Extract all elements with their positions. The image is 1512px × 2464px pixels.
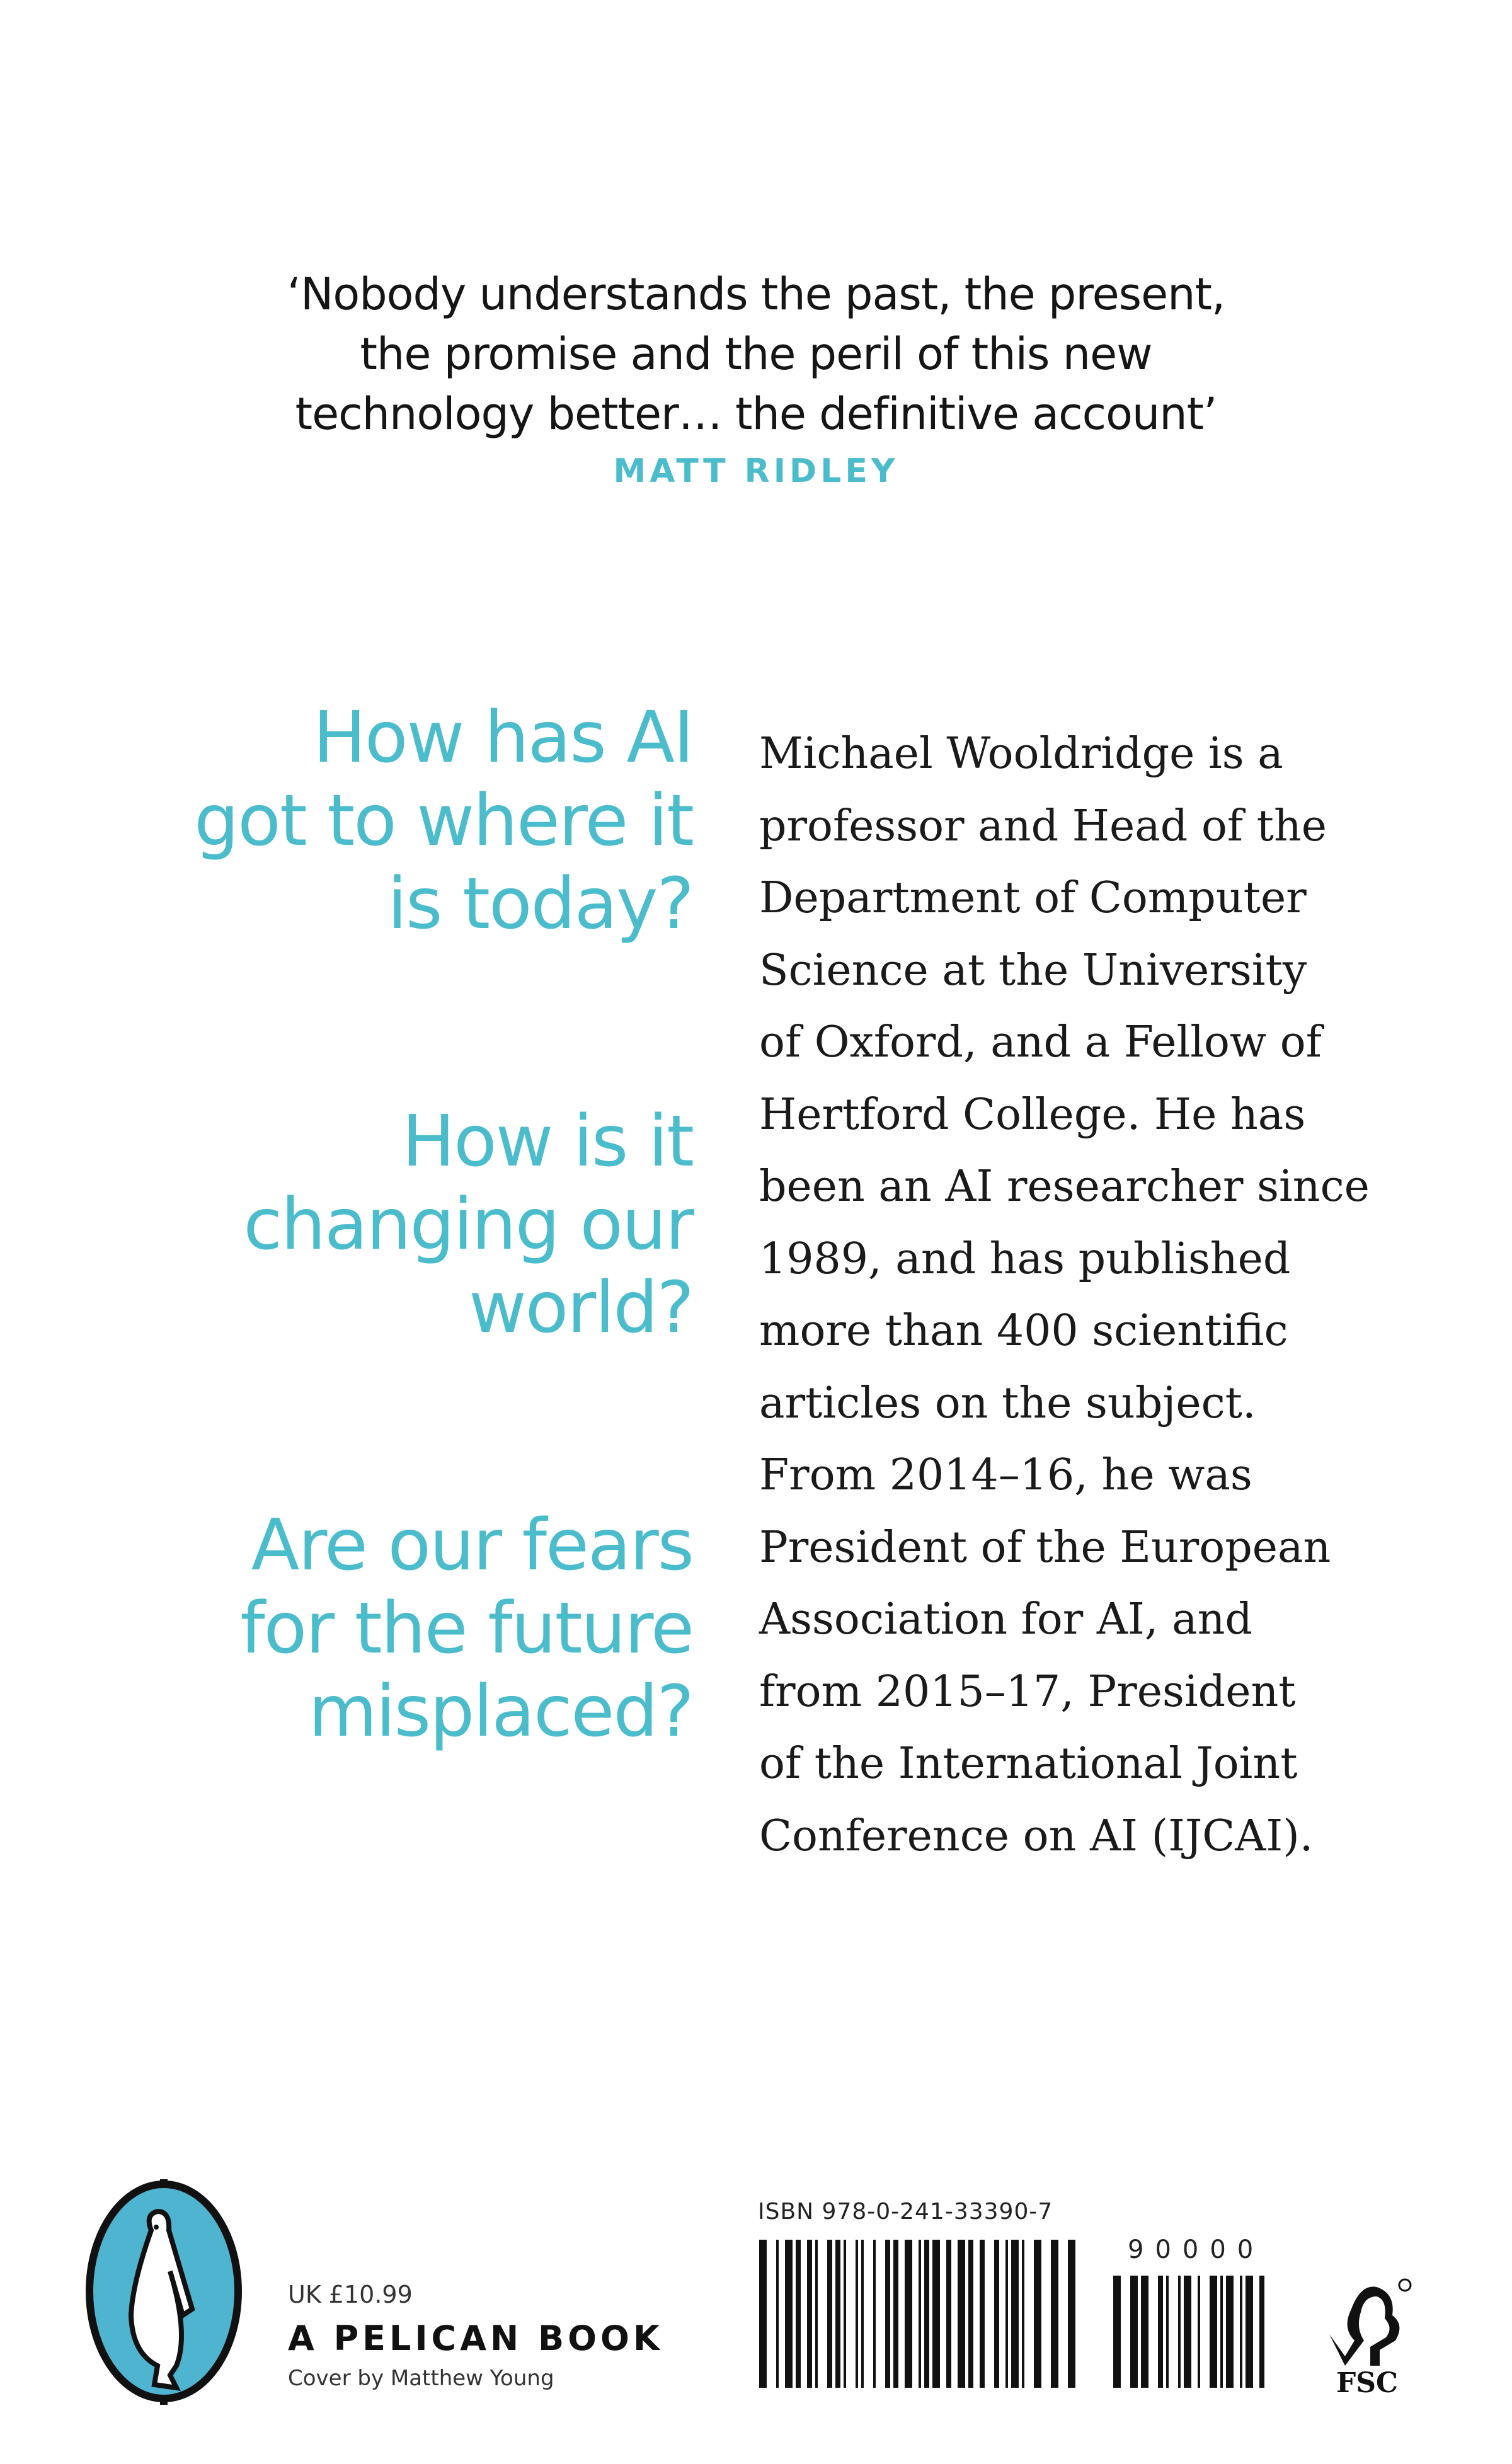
question-line: got to where it	[194, 780, 693, 862]
barcode-bar	[835, 2240, 840, 2388]
bio-line: articles on the subject.	[759, 1378, 1256, 1428]
barcode-bar	[844, 2240, 846, 2388]
bio-line: From 2014–16, he was	[759, 1450, 1252, 1500]
barcode-bar	[1166, 2276, 1169, 2388]
barcode-bar	[856, 2240, 858, 2388]
question-line: is today?	[387, 863, 693, 945]
barcode-bar	[932, 2240, 940, 2388]
barcode-bar	[994, 2240, 999, 2388]
barcode-bar	[1210, 2276, 1217, 2388]
question-line: Are our fears	[251, 1504, 693, 1586]
review-quote	[0, 265, 1512, 444]
author-bio	[759, 718, 1370, 1872]
addon-barcode	[1113, 2276, 1274, 2388]
addon-code: 90000	[1128, 2235, 1265, 2264]
barcode-bar	[885, 2240, 890, 2388]
barcode-bar	[893, 2240, 898, 2388]
barcode-bar	[1034, 2240, 1041, 2388]
barcode-bar	[807, 2240, 812, 2388]
barcode-bar	[1011, 2240, 1019, 2388]
barcode-bar	[785, 2240, 793, 2388]
barcode-bar	[968, 2240, 973, 2388]
cover-credit: Cover by Matthew Young	[288, 2366, 554, 2391]
price: UK £10.99	[288, 2281, 413, 2308]
question-line: How has AI	[312, 697, 693, 779]
barcode-bar	[1005, 2240, 1008, 2388]
barcode-bar	[815, 2240, 818, 2388]
barcode-bar	[827, 2240, 832, 2388]
barcode-bar	[1246, 2276, 1253, 2388]
bio-line: of the International Joint	[759, 1739, 1298, 1789]
bio-line: more than 400 scientific	[759, 1306, 1288, 1356]
barcode-bar	[1178, 2276, 1181, 2388]
barcode-bar	[1198, 2276, 1200, 2388]
quote-line: the promise and the peril of this new	[360, 328, 1152, 380]
isbn-barcode	[759, 2240, 1080, 2388]
imprint: A PELICAN BOOK	[288, 2318, 663, 2358]
bio-line: Department of Computer	[759, 873, 1307, 923]
bio-line: professor and Head of the	[759, 801, 1327, 851]
barcode-bar	[1158, 2276, 1163, 2388]
question-line: for the future	[240, 1588, 693, 1670]
barcode-bar	[1130, 2276, 1138, 2388]
barcode-bar	[759, 2240, 767, 2388]
barcode-bar	[861, 2240, 864, 2388]
barcode-bar	[796, 2240, 801, 2388]
bio-line: Michael Wooldridge is a	[759, 729, 1283, 779]
quote-line: technology better… the definitive account’	[295, 388, 1217, 440]
penguin-pelican-logo	[82, 2177, 246, 2407]
questions-block	[194, 696, 693, 1753]
bio-line: from 2015–17, President	[759, 1666, 1296, 1717]
barcode-bar	[1220, 2276, 1223, 2388]
question	[194, 1504, 693, 1753]
barcode-bar	[1141, 2276, 1148, 2388]
bio-line: been an AI researcher since	[759, 1162, 1370, 1212]
isbn: ISBN 978-0-241-33390-7	[758, 2199, 1053, 2225]
fsc-logo	[1317, 2271, 1418, 2397]
barcode-bar	[1259, 2276, 1264, 2388]
question-line: changing our	[243, 1184, 693, 1266]
barcode-bar	[1240, 2276, 1242, 2388]
question-line: How is it	[401, 1101, 693, 1183]
barcode-bar	[1113, 2276, 1121, 2388]
question-line: misplaced?	[308, 1671, 693, 1753]
barcode-bar	[958, 2240, 965, 2388]
bio-line: Science at the University	[759, 945, 1307, 995]
barcode-bar	[1022, 2240, 1024, 2388]
barcode-bar	[1051, 2240, 1058, 2388]
question-line: world?	[469, 1267, 693, 1349]
barcode-bar	[946, 2240, 951, 2388]
bio-line: Conference on AI (IJCAI).	[759, 1811, 1314, 1861]
bio-line: President of the European	[759, 1522, 1331, 1573]
barcode-bar	[924, 2240, 929, 2388]
barcode-bar	[905, 2240, 912, 2388]
quote-attribution: MATT RIDLEY	[613, 452, 899, 490]
barcode-bar	[776, 2240, 779, 2388]
quote-line: ‘Nobody understands the past, the present,	[287, 268, 1225, 320]
barcode-bar	[1184, 2276, 1191, 2388]
question	[194, 1100, 693, 1349]
bio-line: Hertford College. He has	[759, 1089, 1306, 1140]
fsc-label: FSC	[1336, 2367, 1399, 2397]
bio-line: of Oxford, and a Fellow of	[759, 1017, 1322, 1067]
barcode-bar	[1226, 2276, 1234, 2388]
question	[194, 696, 693, 946]
bio-line: Association for AI, and	[759, 1595, 1252, 1644]
barcode-bar	[980, 2240, 985, 2388]
bio-line: 1989, and has published	[759, 1234, 1291, 1284]
barcode-bar	[1068, 2240, 1075, 2388]
barcode-bar	[919, 2240, 921, 2388]
barcode-bar	[873, 2240, 876, 2388]
